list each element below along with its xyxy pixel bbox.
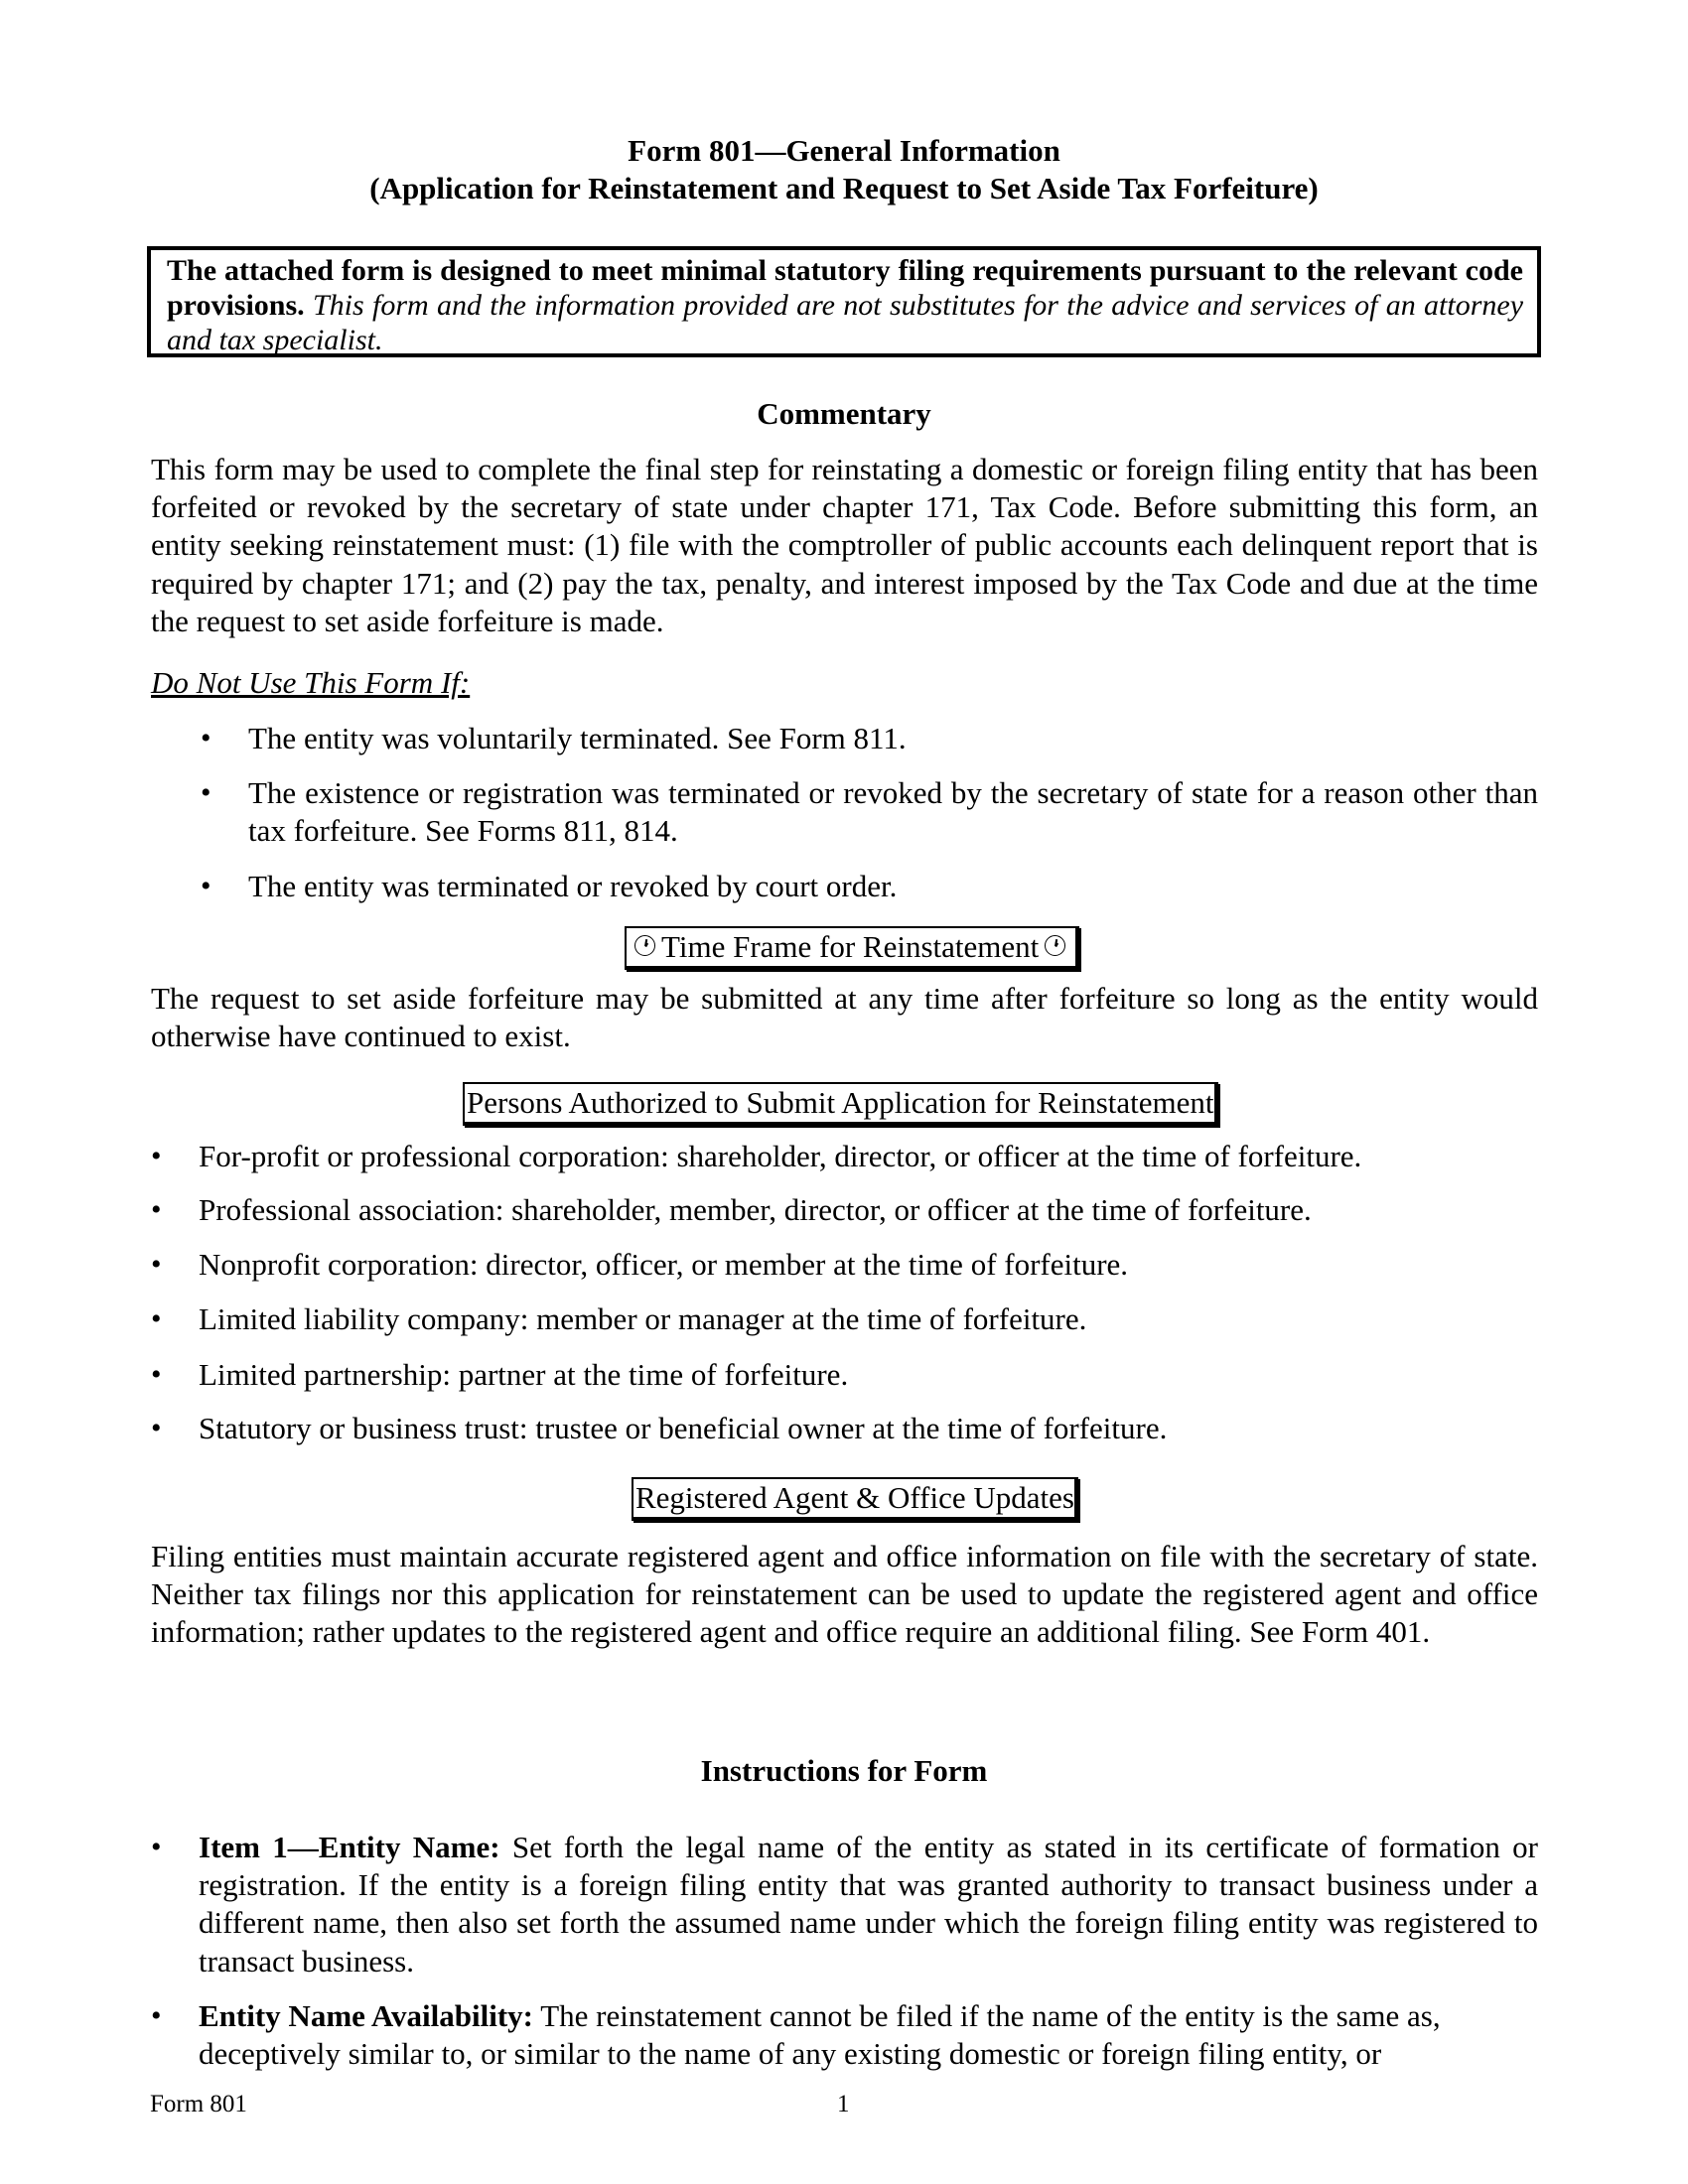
bullet-icon <box>151 1356 162 1392</box>
persons-authorized-label: Persons Authorized to Submit Application for Reinstatement <box>467 1085 1214 1120</box>
time-frame-box <box>625 926 1079 970</box>
instruction-item-body: The reinstatement cannot be filed if the name of the entity is the same as, deceptively similar to, or similar to the name of any existing domestic or foreign filing entity, or <box>199 1998 1441 2072</box>
time-frame-label: Time Frame for Reinstatement <box>661 929 1040 964</box>
disclaimer-italic: This form and the information provided are not substitutes for the advice and services of an attorney and tax specialist. <box>167 289 1524 356</box>
registered-agent-box <box>632 1477 1078 1521</box>
list-item-text: The entity was terminated or revoked by court order. <box>248 869 898 903</box>
instruction-item-label: Item 1—Entity Name: <box>199 1830 500 1864</box>
bullet-icon <box>151 1829 162 1864</box>
bullet-icon <box>201 868 211 903</box>
list-item-text: Limited liability company: member or manager at the time of forfeiture. <box>199 1301 1087 1336</box>
bullet-icon <box>151 1138 162 1173</box>
persons-authorized-box <box>463 1082 1218 1126</box>
bullet-icon <box>151 1997 162 2033</box>
instruction-item-label: Entity Name Availability: <box>199 1998 533 2033</box>
list-item-text: For-profit or professional corporation: shareholder, director, or officer at the time of forfeiture. <box>199 1139 1362 1173</box>
clock-icon <box>634 935 655 956</box>
list-item-text: The entity was voluntarily terminated. See Form 811. <box>248 721 907 755</box>
disclaimer-text <box>167 253 1523 357</box>
bullet-icon <box>151 1246 162 1282</box>
page-title: Form 801—General Information <box>628 133 1060 168</box>
commentary-heading: Commentary <box>757 396 931 431</box>
disclaimer-box <box>147 246 1541 357</box>
list-item-text: Professional association: shareholder, member, director, or officer at the time of forfeiture. <box>199 1192 1312 1227</box>
bullet-icon <box>151 1410 162 1445</box>
bullet-icon <box>151 1300 162 1336</box>
clock-icon <box>1045 935 1065 956</box>
list-item-text: Limited partnership: partner at the time of forfeiture. <box>199 1357 849 1392</box>
time-frame-paragraph: The request to set aside forfeiture may be submitted at any time after forfeiture so long as the entity would otherwise have continued to exist. <box>151 981 1538 1054</box>
list-item-text: Statutory or business trust: trustee or beneficial owner at the time of forfeiture. <box>199 1411 1168 1445</box>
instructions-heading: Instructions for Form <box>700 1753 988 1788</box>
bullet-icon <box>201 720 211 755</box>
list-item-text: Nonprofit corporation: director, officer, or member at the time of forfeiture. <box>199 1247 1129 1282</box>
list-item-text: The existence or registration was terminated or revoked by the secretary of state for a reason other than tax forfeiture. See Forms 811, 814. <box>248 775 1538 849</box>
instruction-item-body: Set forth the legal name of the entity as stated in its certificate of formation or registration. If the entity is a foreign filing entity that was granted authority to transact business under a different name, then also set forth the assumed name under which the foreign filing entity was registered to transact business. <box>199 1830 1538 1979</box>
commentary-paragraph: This form may be used to complete the final step for reinstating a domestic or foreign filing entity that has been forfeited or revoked by the secretary of state under chapter 171, Tax Code. Before submitting this form, an entity seeking reinstatement must: (1) file with the comptroller of public accounts each delinquent report that is required by chapter 171; and (2) pay the tax, penalty, and interest imposed by the Tax Code and due at the time the request to set aside forfeiture is made. <box>151 452 1538 638</box>
disclaimer-bold: The attached form is designed to meet minimal statutory filing requirements pursuant to the relevant code provisions. <box>167 254 1523 322</box>
registered-agent-label: Registered Agent & Office Updates <box>635 1480 1074 1515</box>
bullet-icon <box>201 774 211 810</box>
page-subtitle: (Application for Reinstatement and Request to Set Aside Tax Forfeiture) <box>369 171 1319 205</box>
do-not-use-heading-text: Do Not Use This Form If: <box>151 665 471 700</box>
do-not-use-heading <box>151 665 470 701</box>
registered-agent-paragraph: Filing entities must maintain accurate registered agent and office information on file with the secretary of state. Neither tax filings nor this application for reinstatement can be used to update the registered agent and office information; rather updates to the registered agent and office require an additional filing. See Form 401. <box>151 1539 1538 1650</box>
instruction-item-text <box>199 1997 1499 2073</box>
footer-form-label: Form 801 <box>150 2091 247 2117</box>
footer-page-number: 1 <box>837 2091 850 2117</box>
bullet-icon <box>151 1191 162 1227</box>
instruction-item-text <box>199 1829 1538 1980</box>
